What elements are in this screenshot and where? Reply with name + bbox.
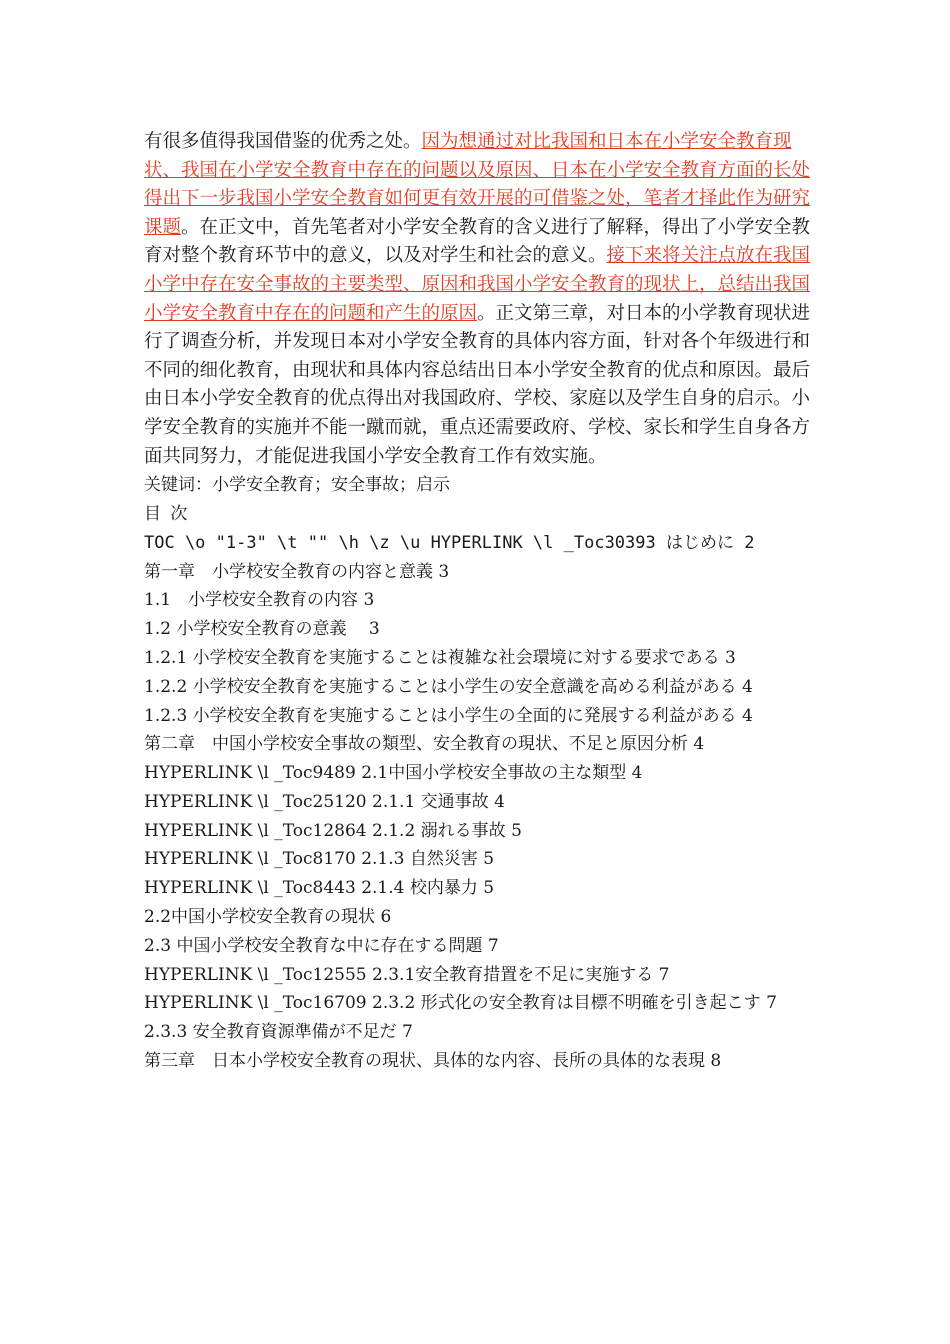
toc-entry-2-3-3: 2.3.3 安全教育資源準備が不足だ 7 (144, 1022, 413, 1043)
toc-entry-2-3-1: HYPERLINK \l _Toc12555 2.3.1安全教育措置を不足に実施する 7 (144, 964, 670, 985)
toc-entry-1-2: 1.2 小学校安全教育の意義 3 (144, 619, 380, 640)
toc-entry-2-2: 2.2中国小学校安全教育の現状 6 (144, 907, 392, 928)
toc-entry-2-1-4: HYPERLINK \l _Toc8443 2.1.4 校内暴力 5 (144, 878, 495, 899)
highlighted-focus-statement: 接下来将关注点放在我国小学中存在安全事故的主要类型、原因和我国小学安全教育的现状上，总结出我国小学安全教育中存在的问题和产生的原因 (144, 245, 811, 324)
highlighted-research-purpose: 因为想通过对比我国和日本在小学安全教育现状、我国在小学安全教育中存在的问题以及原因、日本在小学安全教育方面的长处得出下一步我国小学安全教育如何更有效开展的可借鉴之处，笔者才择此作为研究课题 (144, 131, 811, 238)
toc-entry-2-1-3: HYPERLINK \l _Toc8170 2.1.3 自然災害 5 (144, 849, 495, 870)
document-page (144, 128, 812, 1076)
toc-entry-2-1-1: HYPERLINK \l _Toc25120 2.1.1 交通事故 4 (144, 791, 505, 812)
toc-entry-2-1-2: HYPERLINK \l _Toc12864 2.1.2 溺れる事故 5 (144, 820, 522, 841)
toc-entry-1-1: 1.1 小学校安全教育の内容 3 (144, 590, 375, 611)
toc-field-code-line: TOC \o "1-3" \t "" \h \z \u HYPERLINK \l _Toc30393 はじめに 2 (144, 532, 755, 553)
toc-entry-chapter-3: 第三章 日本小学校安全教育の現状、具体的な内容、長所の具体的な表現 8 (144, 1051, 722, 1072)
toc-entry-1-2-3: 1.2.3 小学校安全教育を実施することは小学生の全面的に発展する利益がある 4 (144, 705, 753, 726)
abstract-paragraph (144, 128, 812, 471)
toc-entry-chapter-2: 第二章 中国小学校安全事故の類型、安全教育の現状、不足と原因分析 4 (144, 734, 705, 755)
abstract-text-1: 有很多值得我国借鉴的优秀之处。 (144, 131, 422, 152)
keywords-line: 关键词：小学安全教育；安全事故；启示 (144, 475, 450, 496)
toc-entry-2-3: 2.3 中国小学校安全教育な中に存在する問題 7 (144, 935, 499, 956)
toc-entry-1-2-2: 1.2.2 小学校安全教育を実施することは小学生の安全意識を高める利益がある 4 (144, 676, 753, 697)
toc-heading: 目 次 (144, 503, 190, 524)
toc-entry-2-3-2: HYPERLINK \l _Toc16709 2.3.2 形式化の安全教育は目標不明確を引き起こす 7 (144, 993, 777, 1014)
abstract-text-3: 。正文第三章，对日本的小学教育现状进行了调查分析，并发现日本对小学安全教育的具体内容方面，针对各个年级进行和不同的细化教育，由现状和具体内容总结出日本小学安全教育的优点和原因。最后由日本小学安全教育的优点得出对我国政府、学校、家庭以及学生自身的启示。小学安全教育的实施并不能一蹴而就，重点还需要政府、学校、家长和学生自身各方面共同努力，才能促进我国小学安全教育工作有效实施。 (144, 302, 811, 467)
toc-entry-1-2-1: 1.2.1 小学校安全教育を実施することは複雑な社会環境に対する要求である 3 (144, 647, 736, 668)
toc-entry-chapter-1: 第一章 小学校安全教育の内容と意義 3 (144, 561, 450, 582)
abstract-text-2: 。在正文中，首先笔者对小学安全教育的含义进行了解释，得出了小学安全教育对整个教育环节中的意义，以及对学生和社会的意义。 (144, 216, 811, 267)
toc-entry-2-1: HYPERLINK \l _Toc9489 2.1中国小学校安全事故の主な類型 4 (144, 763, 643, 784)
